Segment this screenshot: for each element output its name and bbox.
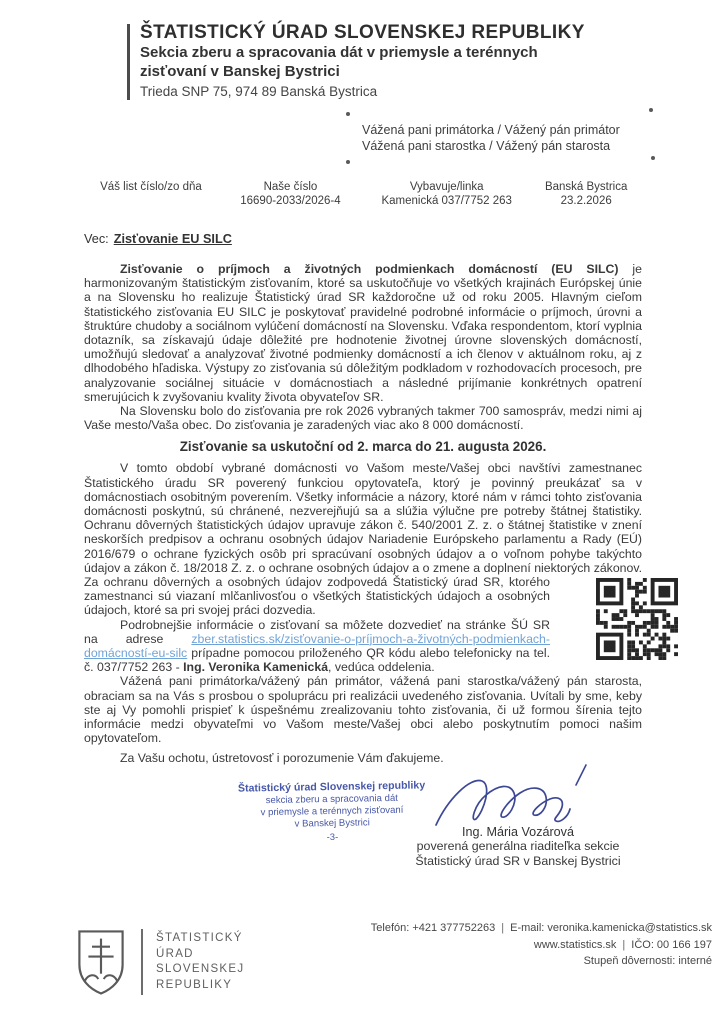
reference-row xyxy=(84,180,642,208)
stamp-line1: Štatistický úrad Slovenskej republiky xyxy=(237,779,426,795)
subject-line xyxy=(84,232,724,246)
org-section-line2: zisťovaní v Banskej Bystrici xyxy=(140,62,340,80)
footer-website: www.statistics.sk xyxy=(533,938,617,951)
paragraph-intro-text: je harmonizovaným štatistickým zisťovaním, ktoré sa uskutočňuje vo všetkých krajinách Európskej únie a na Slovensku ho realizuje Štatistický úrad SR každoročne už od roku 2005. Hlavným cieľom štatistického zisťovania EU SILC je poskytovať pravidelné podrobné informácie o príjmoch, úrovni a štruktúre chudoby a sociálnom vylúčení domácností na Slovensku. Vďaka respondentom, ktorí vyplnia dotazník, sa získavajú údaje dôležité pre hodnotenie životnej úrovne slovenských domácností, umožňujú sledovať a analyzovať životné podmienky domácností a ich členov v aktuálnom roku, aj z dlhodobého hľadiska. Výstupy zo zisťovania sú dôležitým podkladom v rozhodovacích procesoch, pre analyzovanie sociálnej situácie v domácnostiach a následné prijímanie konkrétnych opatrení smerujúcich k zvyšovaniu kvality života obyvateľov SR. xyxy=(84,262,642,404)
ref-place-date xyxy=(530,180,642,208)
paragraph-privacy xyxy=(84,461,642,617)
signer-name: Ing. Mária Vozárová xyxy=(461,824,574,839)
paragraph-privacy-text-b: úrad SR, ktorého zamestnanci sú viazaní mlčanlivosťou o všetkých štatistických údajoch a osobných údajoch, ktoré sa pri svojej práci dozvedia. xyxy=(84,575,550,618)
corner-mark-icon xyxy=(346,160,350,164)
letterhead xyxy=(140,22,724,100)
footer-phone: Telefón: +421 377752263 xyxy=(370,922,496,934)
paragraph-info-text-c: , vedúca oddelenia. xyxy=(328,660,435,675)
footer-logo-line: REPUBLIKY xyxy=(156,978,233,991)
paragraph-request: Vážená pani primátorka/vážený pán primátor, vážená pani starostka/vážený pán starosta, obraciam sa na Vás s prosbou o spoluprácu pri realizácii uvedeného zisťovania. Uvítali by sme, keby ste aj Vy pomohli prispieť k úspešnému zrealizovaniu tohto zisťovania, či už formou šírenia tejto informácie medzi obyvateľmi vo Vašom meste/Vašej obci alebo poskytnutím pomoci našim opytovateľom. xyxy=(84,674,642,746)
letterhead-rule xyxy=(127,24,130,100)
stamp-line2: sekcia zberu a spracovania dát xyxy=(265,792,399,806)
corner-mark-icon xyxy=(649,108,653,112)
stamp-number: -3- xyxy=(326,831,339,842)
paragraph-info xyxy=(84,618,642,675)
survey-info-link[interactable]: zber.statistics.sk/zisťovanie-o-príjmoch-a-životných-podmienkach-domácností-eu-silc xyxy=(84,631,550,661)
signature-block xyxy=(392,759,644,870)
ref-place-label: Banská Bystrica xyxy=(544,181,628,193)
footer-logo-line: ŠTATISTICKÝ xyxy=(156,932,243,944)
ref-our-number xyxy=(218,180,363,208)
handwritten-signature-icon xyxy=(418,759,618,833)
paragraph-selection: Na Slovensku bolo do zisťovania pre rok 2026 vybraných takmer 700 samospráv, medzi nimi aj Vaše mesto/Vaša obec. Do zisťovania je zaradených viac ako 8 000 domácností. xyxy=(84,404,642,433)
signature-row xyxy=(0,773,724,881)
ref-our-number-value: 16690-2033/2026-4 xyxy=(240,195,341,207)
footer-separator: | xyxy=(501,922,505,934)
ref-our-number-label: Naše číslo xyxy=(263,181,318,193)
ref-handled-by-label: Vybavuje/linka xyxy=(409,181,484,193)
ref-your-letter-label: Váš list číslo/zo dňa xyxy=(100,181,202,193)
ref-handled-by-value: Kamenická 037/7752 263 xyxy=(381,195,512,207)
recipient-line-mayor: Vážená pani primátorka / Vážený pán primátor xyxy=(362,123,620,137)
letter-body xyxy=(84,262,642,765)
coat-of-arms-icon xyxy=(74,926,128,998)
paragraph-info-text-a: Podrobnejšie informácie o zisťovaní sa môžete dozvedieť na stránke ŠÚ SR na adrese xyxy=(84,617,550,646)
footer-logo-line: ÚRAD xyxy=(156,947,194,960)
footer-logo-text xyxy=(156,931,244,993)
footer-confidentiality: Stupeň dôvernosti: interné xyxy=(583,955,712,967)
qr-code xyxy=(560,578,642,660)
paragraph-info-text-b: prípadne pomocou priloženého QR kódu alebo telefonicky na tel. č. 037/7752 263 - xyxy=(84,646,550,675)
ref-your-letter xyxy=(84,180,218,208)
stamp-line4: v Banskej Bystrici xyxy=(294,817,370,830)
ref-date-value: 23.2.2026 xyxy=(560,195,612,207)
footer-logo-line: SLOVENSKEJ xyxy=(156,963,245,975)
paragraph-intro xyxy=(84,262,642,404)
eu-silc-bold: Zisťovanie o príjmoch a životných podmienkach domácností (EU SILC) xyxy=(120,262,619,276)
footer-contact-line1 xyxy=(371,920,712,937)
corner-mark-icon xyxy=(651,156,655,160)
org-section-line1: Sekcia zberu a spracovania dát v priemysle a terénnych xyxy=(140,44,538,61)
subject-title: Zisťovanie EU SILC xyxy=(113,232,232,246)
footer-contact-line2 xyxy=(371,937,712,954)
footer-contact xyxy=(371,920,712,970)
footer-logo xyxy=(74,926,244,998)
stamp-line3: v priemysle a terénnych zisťovaní xyxy=(260,804,404,818)
recipient-line-starosta: Vážená pani starostka / Vážený pán starosta xyxy=(362,139,611,153)
corner-mark-icon xyxy=(346,112,350,116)
org-name: ŠTATISTICKÝ ÚRAD SLOVENSKEJ REPUBLIKY xyxy=(140,22,585,43)
footer-separator: | xyxy=(622,938,626,951)
signer-org: Štatistický úrad SR v Banskej Bystrici xyxy=(415,854,621,869)
paragraph-privacy-text-a: V tomto období vybrané domácnosti vo Vašom meste/Vašej obci navštívi zamestnanec Štatistického úradu SR poverený funkciou opytovateľa, ktorý je povinný preukázať sa v domácnostiach osobitným poverením. Všetky informácie a názory, ktoré nám v rámci tohto zisťovania domácnosti poskytnú, sú chránené, nezverejňujú sa a slúžia výlučne pre potreby štátnej štatistiky. Ochranu dôverných štatistických údajov upravuje zákon č. 540/2001 Z. z. o štátnej štatistike v znení neskorších predpisov a ochranu osobných údajov Nariadenie Európskeho parlamentu a Rady (EÚ) 2016/679 o ochrane fyzických osôb pri spracúvaní osobných údajov a o voľnom pohybe takýchto údajov a zákon č. 18/2018 Z. z. o ochrane osobných údajov a o zmene a doplnení niektorých zákonov. Za ochranu dôverných a osobných údajov zodpovedá Štatistický xyxy=(84,461,642,590)
org-address: Trieda SNP 75, 974 89 Banská Bystrica xyxy=(140,84,378,99)
paragraph-thanks: Za Vašu ochotu, ústretovosť i porozumenie Vám ďakujeme. xyxy=(120,750,444,765)
contact-person-name: Ing. Veronika Kamenická xyxy=(183,660,329,675)
footer-email: E-mail: veronika.kamenicka@statistics.sk xyxy=(510,922,712,934)
footer xyxy=(74,922,712,998)
recipient-block xyxy=(362,122,647,154)
subject-prefix: Vec: xyxy=(84,232,109,246)
survey-period-line: Zisťovanie sa uskutoční od 2. marca do 21. augusta 2026. xyxy=(179,439,547,455)
signer-role: poverená generálna riaditeľka sekcie xyxy=(416,838,620,853)
ref-handled-by xyxy=(363,180,530,208)
footer-logo-divider xyxy=(141,929,143,995)
footer-ico: IČO: 00 166 197 xyxy=(631,938,712,951)
